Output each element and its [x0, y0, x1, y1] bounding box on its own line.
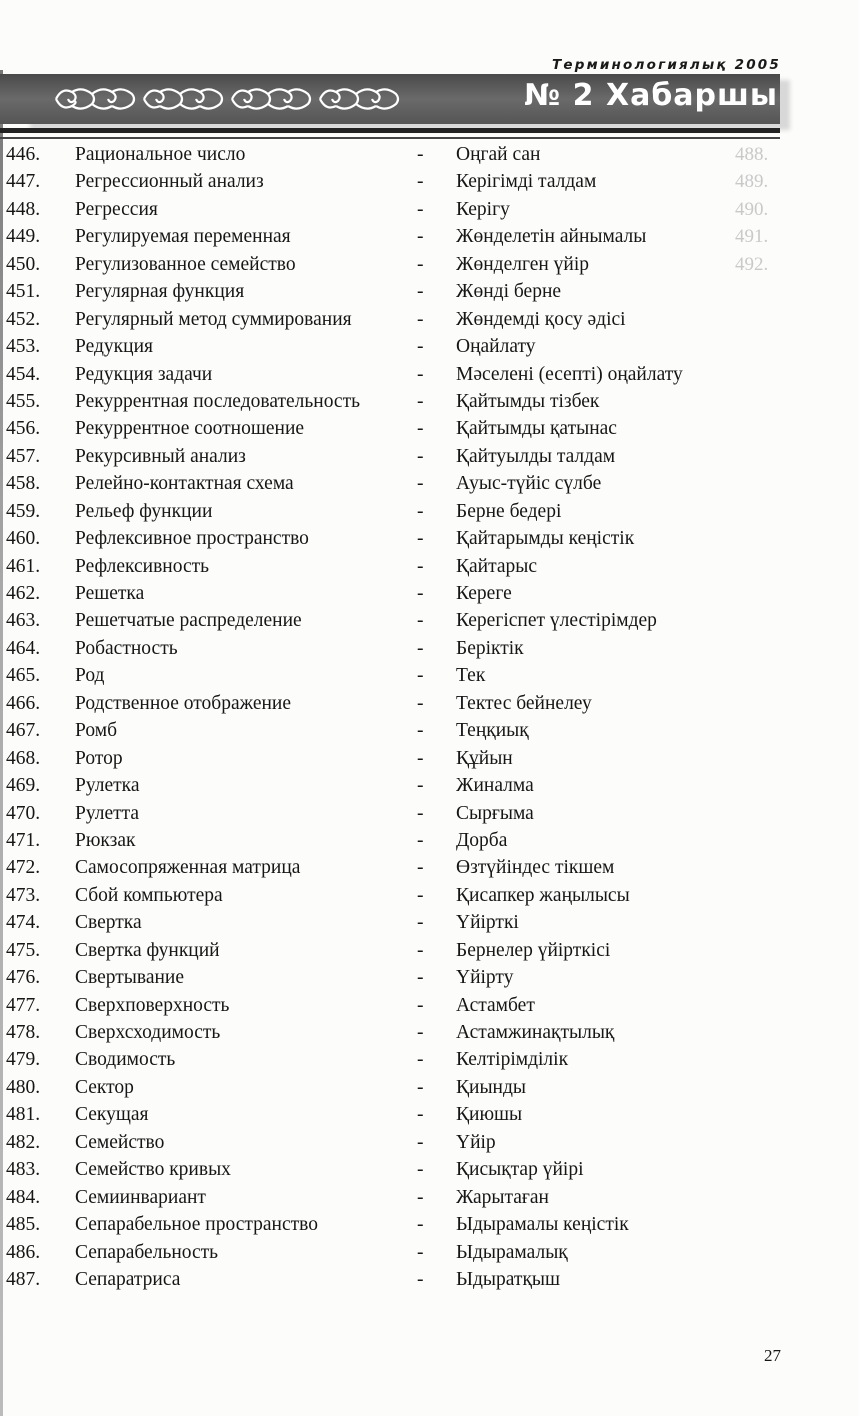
term-separator: - — [417, 967, 424, 989]
term-separator: - — [417, 912, 424, 934]
term-russian: Самосопряженная матрица — [75, 857, 301, 879]
term-separator: - — [417, 1241, 424, 1263]
term-number: 453. — [6, 336, 41, 358]
term-kazakh: Қайтарымды кеңістік — [456, 528, 635, 550]
term-separator: - — [417, 884, 424, 906]
term-row — [0, 470, 790, 497]
term-row — [0, 1266, 790, 1293]
term-row — [0, 278, 790, 305]
header-rule-thin — [0, 137, 780, 139]
term-number: 474. — [6, 912, 41, 934]
term-row — [0, 772, 790, 799]
term-separator: - — [417, 637, 424, 659]
term-separator: - — [417, 994, 424, 1016]
term-row — [0, 251, 790, 278]
term-separator: - — [417, 610, 424, 632]
term-number: 473. — [6, 884, 41, 906]
term-kazakh: Керегіспет үлестірімдер — [456, 610, 657, 632]
term-number: 480. — [6, 1076, 41, 1098]
term-separator: - — [417, 363, 424, 385]
term-row — [0, 662, 790, 689]
term-number: 487. — [6, 1268, 41, 1290]
term-kazakh: Жиналма — [456, 775, 534, 797]
term-separator: - — [417, 720, 424, 742]
term-separator: - — [417, 802, 424, 824]
term-separator: - — [417, 418, 424, 440]
term-separator: - — [417, 198, 424, 220]
term-kazakh: Ауыс-түйіс сүлбе — [456, 473, 602, 495]
term-row — [0, 882, 790, 909]
term-number: 452. — [6, 308, 41, 330]
term-russian: Сектор — [75, 1076, 134, 1098]
term-kazakh: Тек — [456, 665, 486, 687]
term-row — [0, 800, 790, 827]
term-russian: Регулируемая переменная — [75, 226, 291, 248]
term-russian: Сводимость — [75, 1049, 176, 1071]
term-russian: Сепарабельность — [75, 1241, 219, 1263]
term-row — [0, 1129, 790, 1156]
term-kazakh: Мәселені (есепті) оңайлату — [456, 363, 683, 385]
term-russian: Регрессионный анализ — [75, 171, 264, 193]
term-number: 449. — [6, 226, 41, 248]
term-number: 482. — [6, 1131, 41, 1153]
term-row — [0, 498, 790, 525]
term-separator: - — [417, 390, 424, 412]
term-separator: - — [417, 171, 424, 193]
term-number: 486. — [6, 1241, 41, 1263]
term-number: 477. — [6, 994, 41, 1016]
term-separator: - — [417, 1022, 424, 1043]
term-number: 478. — [6, 1022, 41, 1043]
term-russian: Решетка — [75, 583, 145, 604]
term-russian: Релейно-контактная схема — [75, 473, 294, 495]
term-kazakh: Тектес бейнелеу — [456, 692, 592, 714]
term-separator: - — [417, 336, 424, 358]
term-separator: - — [417, 775, 424, 797]
term-kazakh: Қайтымды тізбек — [456, 390, 600, 412]
term-russian: Рулетта — [75, 802, 140, 824]
term-russian: Редукция — [75, 336, 153, 358]
term-number: 485. — [6, 1214, 41, 1236]
term-russian: Рекуррентное соотношение — [75, 418, 305, 440]
term-kazakh: Қисықтар үйірі — [456, 1159, 584, 1181]
term-russian: Решетчатые распределение — [75, 610, 302, 632]
term-kazakh: Беріктік — [456, 637, 524, 659]
term-separator: - — [417, 473, 424, 495]
term-russian: Рациональное число — [75, 144, 246, 165]
term-kazakh: Жөнделген үйір — [456, 253, 590, 275]
term-russian: Рефлексивное пространство — [75, 528, 309, 550]
term-kazakh: Қисапкер жаңылысы — [456, 884, 630, 906]
term-number: 465. — [6, 665, 41, 687]
term-row — [0, 223, 790, 250]
term-kazakh: Ыдырамалық — [456, 1241, 568, 1263]
term-separator: - — [417, 1186, 424, 1208]
term-number: 455. — [6, 390, 41, 412]
term-kazakh: Қайтымды қатынас — [456, 418, 617, 440]
term-row — [0, 1074, 790, 1101]
term-number: 470. — [6, 802, 41, 824]
term-number: 479. — [6, 1049, 41, 1071]
term-separator: - — [417, 939, 424, 961]
term-russian: Сепарабельное пространство — [75, 1214, 318, 1236]
term-separator: - — [417, 1159, 424, 1181]
term-separator: - — [417, 281, 424, 303]
term-russian: Свертка функций — [75, 939, 220, 961]
term-kazakh: Оңгай сан — [456, 144, 541, 165]
term-kazakh: Қиюшы — [456, 1104, 523, 1126]
header-rule-thick — [0, 128, 780, 133]
term-kazakh: Кереге — [456, 583, 512, 604]
term-separator: - — [417, 665, 424, 687]
term-separator: - — [417, 1076, 424, 1098]
term-russian: Рулетка — [75, 775, 140, 797]
term-kazakh: Бернелер үйірткісі — [456, 939, 611, 961]
term-row — [0, 909, 790, 936]
term-kazakh: Қиынды — [456, 1076, 527, 1098]
term-row — [0, 937, 790, 964]
term-kazakh: Дорба — [456, 829, 508, 851]
term-number: 472. — [6, 857, 41, 879]
term-row — [0, 580, 790, 607]
term-row — [0, 361, 790, 388]
term-kazakh: Теңқиық — [456, 720, 529, 742]
term-separator: - — [417, 829, 424, 851]
term-russian: Регулизованное семейство — [75, 253, 296, 275]
term-separator: - — [417, 226, 424, 248]
term-kazakh: Үйірткі — [456, 912, 519, 934]
term-row — [0, 635, 790, 662]
term-russian: Робастность — [75, 637, 178, 659]
term-separator: - — [417, 308, 424, 330]
term-row — [0, 607, 790, 634]
term-row — [0, 1046, 790, 1073]
issue-title: № 2 Хабаршы — [524, 78, 778, 113]
term-row — [0, 168, 790, 195]
term-kazakh: Оңайлату — [456, 336, 536, 358]
term-row — [0, 443, 790, 470]
term-russian: Рюкзак — [75, 829, 136, 851]
term-kazakh: Астамжинақтылық — [456, 1022, 615, 1043]
term-kazakh: Ыдырамалы кеңістік — [456, 1214, 629, 1236]
term-russian: Рельеф функции — [75, 500, 213, 522]
bleed-through-column: 488. 489. 490. 491. 492. — [735, 144, 769, 275]
term-row — [0, 1101, 790, 1128]
term-row — [0, 690, 790, 717]
term-row — [0, 992, 790, 1019]
term-number: 463. — [6, 610, 41, 632]
term-kazakh: Ыдыратқыш — [456, 1268, 561, 1290]
term-number: 471. — [6, 829, 41, 851]
term-row — [0, 854, 790, 881]
ornament-icon — [52, 82, 402, 116]
term-separator: - — [417, 253, 424, 275]
term-number: 448. — [6, 198, 41, 220]
term-separator: - — [417, 857, 424, 879]
term-row — [0, 196, 790, 223]
term-row — [0, 1211, 790, 1238]
term-number: 484. — [6, 1186, 41, 1208]
term-number: 461. — [6, 555, 41, 577]
term-separator: - — [417, 144, 424, 165]
term-list — [0, 141, 790, 1293]
term-row — [0, 1019, 790, 1046]
term-kazakh: Құйын — [456, 747, 513, 769]
term-russian: Род — [75, 665, 105, 687]
term-number: 459. — [6, 500, 41, 522]
term-row — [0, 388, 790, 415]
term-kazakh: Жарытаған — [456, 1186, 549, 1208]
term-separator: - — [417, 555, 424, 577]
term-number: 450. — [6, 253, 41, 275]
term-number: 483. — [6, 1159, 41, 1181]
term-russian: Семейство — [75, 1131, 165, 1153]
term-separator: - — [417, 747, 424, 769]
term-row — [0, 1156, 790, 1183]
term-russian: Свертка — [75, 912, 142, 934]
term-kazakh: Жөнделетін айнымалы — [456, 226, 647, 248]
term-russian: Секущая — [75, 1104, 149, 1126]
term-separator: - — [417, 692, 424, 714]
term-kazakh: Керігімді талдам — [456, 171, 597, 193]
term-separator: - — [417, 528, 424, 550]
term-russian: Свертывание — [75, 967, 185, 989]
term-number: 469. — [6, 775, 41, 797]
term-number: 468. — [6, 747, 41, 769]
term-number: 456. — [6, 418, 41, 440]
term-separator: - — [417, 1131, 424, 1153]
term-kazakh: Қайтуылды талдам — [456, 445, 616, 467]
term-row — [0, 525, 790, 552]
term-number: 454. — [6, 363, 41, 385]
term-separator: - — [417, 500, 424, 522]
term-russian: Рефлексивность — [75, 555, 210, 577]
term-number: 462. — [6, 583, 41, 604]
term-russian: Семейство кривых — [75, 1159, 231, 1181]
term-russian: Сверхповерхность — [75, 994, 230, 1016]
term-number: 457. — [6, 445, 41, 467]
term-russian: Ромб — [75, 720, 117, 742]
term-separator: - — [417, 1049, 424, 1071]
term-number: 464. — [6, 637, 41, 659]
term-row — [0, 745, 790, 772]
term-number: 446. — [6, 144, 41, 165]
term-row — [0, 827, 790, 854]
term-russian: Редукция задачи — [75, 363, 213, 385]
term-row — [0, 1184, 790, 1211]
term-kazakh: Керігу — [456, 198, 510, 220]
term-kazakh: Келтірімділік — [456, 1049, 569, 1071]
term-number: 458. — [6, 473, 41, 495]
term-row — [0, 717, 790, 744]
term-number: 467. — [6, 720, 41, 742]
term-number: 481. — [6, 1104, 41, 1126]
term-number: 460. — [6, 528, 41, 550]
term-row — [0, 415, 790, 442]
term-kazakh: Өзтүйіндес тікшем — [456, 857, 615, 879]
term-row — [0, 333, 790, 360]
term-number: 451. — [6, 281, 41, 303]
term-kazakh: Берне бедері — [456, 500, 562, 522]
term-row — [0, 964, 790, 991]
term-kazakh: Үйір — [456, 1131, 496, 1153]
term-row — [0, 1239, 790, 1266]
header-banner — [0, 74, 780, 124]
term-separator: - — [417, 583, 424, 604]
term-kazakh: Жөнді берне — [456, 281, 562, 303]
term-row — [0, 141, 790, 168]
term-separator: - — [417, 1268, 424, 1290]
term-russian: Рекурсивный анализ — [75, 445, 246, 467]
term-russian: Родственное отображение — [75, 692, 292, 714]
term-russian: Рекуррентная последовательность — [75, 390, 361, 412]
term-row — [0, 553, 790, 580]
term-russian: Ротор — [75, 747, 123, 769]
term-russian: Регулярная функция — [75, 281, 245, 303]
term-kazakh: Жөндемді қосу әдісі — [456, 308, 626, 330]
term-russian: Регулярный метод суммирования — [75, 308, 352, 330]
term-number: 475. — [6, 939, 41, 961]
term-row — [0, 306, 790, 333]
term-kazakh: Үйірту — [456, 967, 514, 989]
term-number: 447. — [6, 171, 41, 193]
term-russian: Сбой компьютера — [75, 884, 223, 906]
running-title: Терминологиялық 2005 — [552, 57, 781, 73]
term-separator: - — [417, 1214, 424, 1236]
page-number: 27 — [764, 1346, 781, 1365]
term-separator: - — [417, 445, 424, 467]
term-russian: Семиинвариант — [75, 1186, 206, 1208]
term-number: 476. — [6, 967, 41, 989]
term-kazakh: Сырғыма — [456, 802, 534, 824]
term-number: 466. — [6, 692, 41, 714]
term-kazakh: Қайтарыс — [456, 555, 538, 577]
term-russian: Регрессия — [75, 198, 158, 220]
term-russian: Сепаратриса — [75, 1268, 181, 1290]
term-kazakh: Астамбет — [456, 994, 535, 1016]
term-russian: Сверхсходимость — [75, 1022, 221, 1043]
term-separator: - — [417, 1104, 424, 1126]
